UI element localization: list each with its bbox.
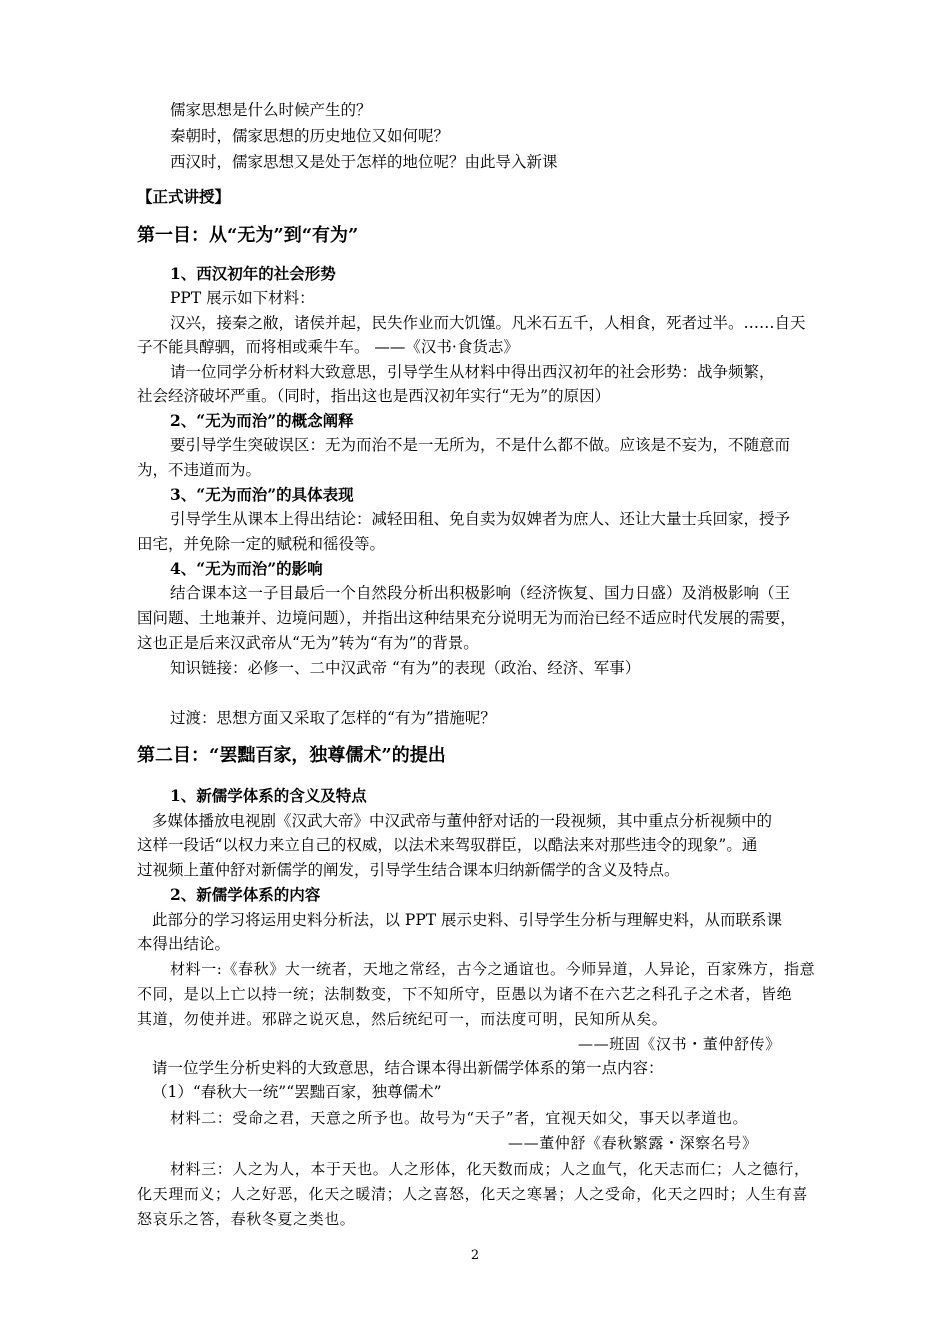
part1-subheading-3: 3、“无为而治”的具体表现 (170, 485, 354, 504)
paragraph: 田宅，并免除一定的赋税和徭役等。 (137, 535, 386, 553)
knowledge-link: 知识链接：必修一、二中汉武帝 “有为”的表现（政治、经济、军事） (170, 659, 641, 677)
intro-question-3: 西汉时，儒家思想又是处于怎样的地位呢？由此导入新课 (170, 153, 558, 171)
part1-subheading-1: 1、西汉初年的社会形势 (170, 264, 336, 283)
paragraph: 结合课本这一子目最后一个自然段分析出积极影响（经济恢复、国力日盛）及消极影响（王 (170, 584, 791, 602)
paragraph: 这也正是后来汉武帝从“无为”转为“有为”的背景。 (137, 634, 479, 652)
material-2-line: 材料二：受命之君，天意之所予也。故号为“天子”者，宜视天如父，事天以孝道也。 (170, 1109, 749, 1127)
paragraph: 引导学生从课本上得出结论：减轻田租、免自卖为奴婢者为庶人、还让大量士兵回家，授予 (170, 510, 791, 528)
paragraph: 为，不违道而为。 (137, 461, 262, 479)
paragraph: 过视频上董仲舒对新儒学的阐发，引导学生结合课本归纳新儒学的含义及特点。 (137, 861, 680, 879)
paragraph: 请一位同学分析材料大致意思，引导学生从材料中得出西汉初年的社会形势：战争频繁， (170, 363, 775, 381)
transition-text: 过渡：思想方面又采取了怎样的“有为”措施呢？ (170, 709, 496, 727)
material-2-source: ——董仲舒《春秋繁露・深察名号》 (508, 1134, 758, 1152)
quote-line: 汉兴，接秦之敝，诸侯并起，民失作业而大饥馑。凡米石五千，人相食，死者过半。……自天 (170, 314, 806, 332)
page-number: 2 (470, 1248, 480, 1263)
part2-subheading-2: 2、新儒学体系的内容 (170, 885, 321, 904)
part2-heading: 第二目：“罢黜百家，独尊儒术”的提出 (137, 745, 446, 766)
paragraph: PPT 展示如下材料： (170, 289, 315, 307)
material-3-line: 怒哀乐之答，春秋冬夏之类也。 (137, 1210, 356, 1228)
quote-line: 子不能具醇驷，而将相或乘牛车。 ——《汉书·食货志》 (137, 338, 519, 356)
paragraph: 这样一段话“以权力来立自己的权威，以法术来驾驭群臣，以酷法来对那些违令的现象”。通 (137, 836, 758, 854)
paragraph: 本得出结论。 (137, 935, 231, 953)
material-3-line: 化天理而义；人之好恶，化天之暖清；人之喜怒，化天之寒暑；人之受命，化天之四时；人生有喜 (137, 1185, 808, 1203)
paragraph: 此部分的学习将运用史料分析法，以 PPT 展示史料、引导学生分析与理解史料，从而联系课 (152, 911, 783, 929)
intro-question-2: 秦朝时，儒家思想的历史地位又如何呢？ (170, 127, 450, 145)
part1-subheading-4: 4、“无为而治”的影响 (170, 559, 323, 578)
content-point-1: （1）“春秋大一统”“罢黜百家，独尊儒术” (152, 1083, 442, 1101)
paragraph: 多媒体播放电视剧《汉武大帝》中汉武帝与董仲舒对话的一段视频，其中重点分析视频中的 (152, 812, 773, 830)
material-3-line: 材料三：人之为人，本于天也。人之形体，化天数而成；人之血气，化天志而仁；人之德行， (170, 1160, 810, 1178)
part2-subheading-1: 1、新儒学体系的含义及特点 (170, 786, 367, 805)
section-main-heading: 【正式讲授】 (137, 187, 231, 206)
part1-heading: 第一目：从“无为”到“有为” (137, 225, 359, 246)
part1-subheading-2: 2、“无为而治”的概念阐释 (170, 411, 354, 430)
paragraph: 社会经济破坏严重。（同时，指出这也是西汉初年实行“无为”的原因） (137, 387, 611, 405)
material-1-source: ——班固《汉书・董仲舒传》 (578, 1035, 781, 1053)
paragraph: 请一位学生分析史料的大致意思，结合课本得出新儒学体系的第一点内容： (152, 1059, 664, 1077)
material-1-line: 其道，勿使并进。邪辟之说灭息，然后统纪可一，而法度可明，民知所从矣。 (137, 1010, 668, 1028)
intro-question-1: 儒家思想是什么时候产生的？ (170, 101, 372, 119)
paragraph: 要引导学生突破误区：无为而治不是一无所为，不是什么都不做。应该是不妄为，不随意而 (170, 436, 791, 454)
material-1-line: 材料一:《春秋》大一统者，天地之常经，古今之通谊也。今师异道，人异论，百家殊方，指意 (170, 960, 816, 978)
material-1-line: 不同，是以上亡以持一统；法制数变，下不知所守，臣愚以为诸不在六艺之科孔子之术者，皆绝 (137, 985, 793, 1003)
paragraph: 国问题、土地兼并、边境问题），并指出这种结果充分说明无为而治已经不适应时代发展的需要， (137, 609, 796, 627)
